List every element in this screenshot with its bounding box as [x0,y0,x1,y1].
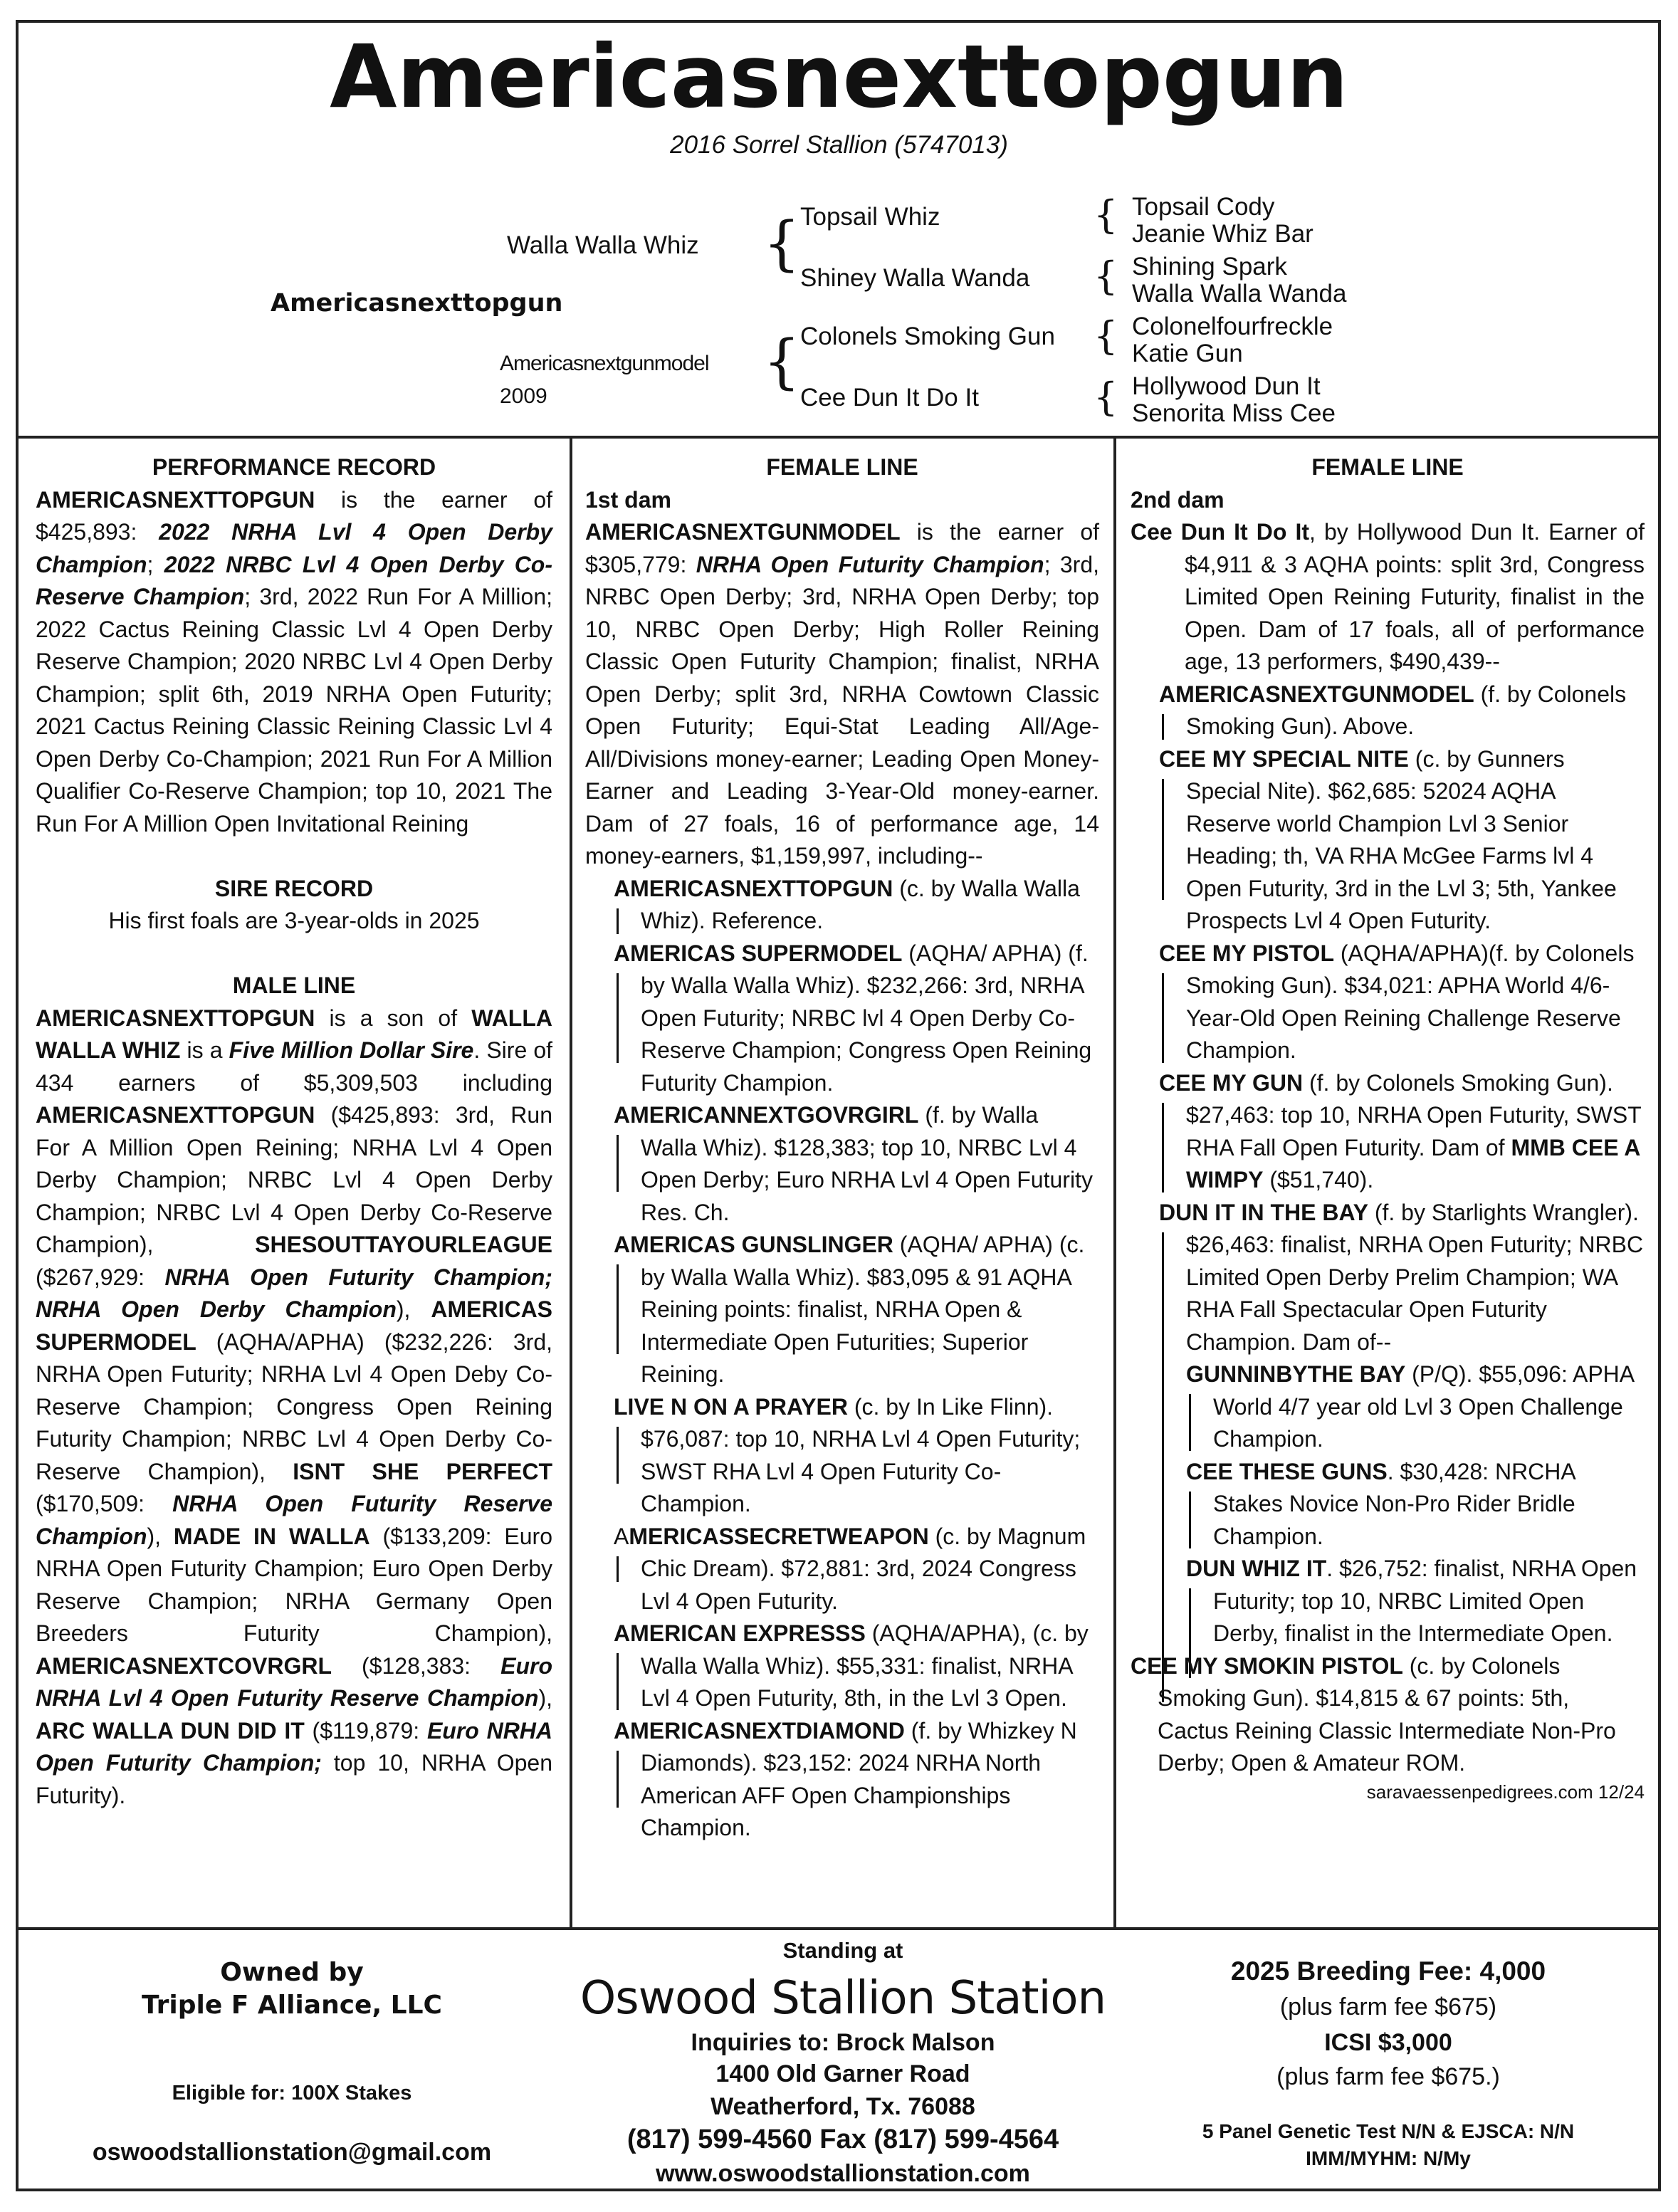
horse-name: CEE THESE GUNS [1186,1458,1388,1484]
farm-fee: (plus farm fee $675) [1279,1993,1497,2020]
pedigree-sire-sire: Topsail Whiz [800,203,940,231]
text: . $26,752: finalist, NRHA Open Futurity; top 10, NRBC Limited Open Derby, finalist in the Intermediate Open. [1213,1556,1637,1646]
text: ), [538,1685,552,1711]
text: (c. by Gunners Special Nite). $62,685: 52024 AQHA Reserve world Champion Lvl 3 Senior Heading; th, VA RHA McGee Farms lvl 4 Open Futurity, 3rd in the Lvl 3; 5th, Yankee Prospects Lvl 4 Open Futurity. [1186,745,1617,933]
text: ; [147,551,164,577]
text: is a [180,1037,229,1063]
horse-name: GUNNINBYTHE BAY [1186,1361,1406,1387]
horse-name: DUN WHIZ IT [1186,1556,1327,1581]
website-link[interactable]: www.oswoodstallionstation.com [656,2160,1030,2187]
text: , by Hollywood Dun It. Earner of $4,911 & 3 AQHA points: split 3rd, Congress Limited Open Reining Futurity, finalist in the Open. Dam of 17 foals, all of performance age, 13 performers, $490,439-- [1185,519,1645,674]
offspring-entry [1131,743,1645,938]
header-divider [16,436,1661,439]
dam-record [1131,516,1645,678]
offspring-entry [1131,938,1645,1067]
text: ($133,209: Euro NRHA Open Futurity Champion; Euro Open Derby Reserve Champion; NRHA Germany Open Breeders Futurity Champion), [36,1523,553,1646]
text: . Sire of 434 earners of $5,309,503 including [36,1037,553,1096]
eligible-text: Eligible for: 100X Stakes [172,2082,412,2104]
pedigree-g3b: Katie Gun [1132,340,1243,367]
title-win: NRHA Open Futurity Champion [696,551,1044,577]
sire-record-heading: SIRE RECORD [214,875,374,901]
pedigree-brace: { [1094,253,1118,298]
horse-name: SHESOUTTAYOURLEAGUE [255,1232,552,1257]
horse-name: MADE IN WALLA [173,1523,370,1549]
text: ($51,740). [1263,1167,1374,1193]
performance-record [36,484,552,841]
column-divider-1 [570,436,572,1929]
pedigree-dam-sire: Colonels Smoking Gun [800,323,1055,350]
horse-name: AMERICAS SUPERMODEL [36,1296,553,1355]
genetic-test-2: IMM/MYHM: N/My [1306,2147,1471,2169]
owner-email[interactable]: oswoodstallionstation@gmail.com [92,2139,492,2166]
pedigree-g3a: Colonelfourfreckle [1132,313,1333,340]
offspring-entry [1131,1197,1645,1359]
horse-name: CEE MY SPECIAL NITE [1159,745,1409,772]
column-performance [36,451,552,1929]
dam-record [585,516,1099,873]
horse-name: DUN IT IN THE BAY [1159,1199,1368,1225]
text: (AQHA/APHA), (c. by Walla Walla Whiz). $55,331: finalist, NRHA Lvl 4 Open Futurity, 8th, in the Lvl 3 Open. [641,1620,1089,1711]
text: ($170,509: [36,1491,173,1516]
horse-name: AMERICASNEXTCOVRGRL [36,1652,332,1679]
column-divider-2 [1113,436,1116,1929]
text: (c. by Walla Walla Whiz). Reference. [641,875,1080,933]
text: (f. by Walla Walla Whiz). $128,383; top 10, NRBC Lvl 4 Open Derby; Euro NRHA Lvl 4 Open Futurity Res. Ch. [641,1102,1093,1225]
dam-label: 2nd dam [1131,486,1225,513]
grand-offspring-entry [1131,1553,1645,1650]
station-name: Oswood Stallion Station [580,1972,1106,2025]
offspring-entry [1131,1067,1645,1197]
genetic-test: 5 Panel Genetic Test N/N & EJSCA: N/N [1202,2120,1575,2142]
text: ($119,879: [304,1717,427,1744]
horse-name: AMERICASNEXTTOPGUN [36,1102,315,1128]
offspring-entry [585,1715,1099,1845]
title-win: Five Million Dollar Sire [229,1037,474,1063]
text: ), [147,1523,174,1549]
text: (AQHA/APHA) ($232,226: 3rd, NRHA Open Futurity; NRHA Lvl 4 Open Deby Co-Reserve Champion; Congress Open Reining Futurity Champion; NRBC Lvl 4 Open Derby Co-Reserve Champion), [36,1328,552,1484]
title-win: NRHA Open Futurity Reserve Champion [36,1491,552,1549]
pedigree-g1b: Jeanie Whiz Bar [1132,220,1313,248]
offspring-entry [585,873,1099,938]
text: top 10, NRHA Open Futurity). [36,1750,553,1808]
male-line-heading: MALE LINE [232,973,356,998]
title-win: Euro NRHA Lvl 4 Open Futurity Reserve Champion [36,1652,552,1711]
text: is the earner of $305,779: [585,519,1099,577]
pedigree-brace: { [1094,192,1118,237]
text: (c. by Colonels Smoking Gun). $14,815 & 67 points: 5th, Cactus Reining Classic Intermediate Non-Pro Derby; Open & Amateur ROM. [1158,1652,1616,1776]
pedigree-dam-dam: Cee Dun It Do It [800,384,979,412]
horse-name: AMERICASNEXTTOPGUN [614,875,893,901]
icsi-farm-fee: (plus farm fee $675.) [1276,2063,1500,2090]
text: (P/Q). $55,096: APHA World 4/7 year old Lvl 3 Open Challenge Champion. [1213,1361,1634,1452]
text: ($128,383: [332,1652,501,1679]
horse-name: CEE MY SMOKIN PISTOL [1131,1652,1403,1679]
horse-name: AMERICANNEXTGOVRGIRL [614,1102,919,1128]
column-second-dam [1131,451,1645,1929]
text: (f. by Whizkey N Diamonds). $23,152: 2024 NRHA North American AFF Open Championships Champion. [641,1717,1077,1840]
column-first-dam [585,451,1099,1929]
dam-label: 1st dam [585,486,671,513]
pedigree-dam: Americasnextgunmodel [500,352,709,375]
pedigree-g2a: Shining Spark [1132,253,1287,281]
grand-offspring-entry [1131,1358,1645,1456]
horse-name: AMERICASNEXTTOPGUN [36,1005,315,1031]
text: ($425,893: 3rd, Run For A Million Open Reining; NRHA Lvl 4 Open Derby Champion; NRBC Lvl 4 Open Derby Champion; NRBC Lvl 4 Open Derby Co-Reserve Champion), [36,1102,552,1257]
credit-line: saravaessenpedigrees.com 12/24 [1366,1781,1645,1803]
text: (f. by Colonels Smoking Gun). Above. [1186,681,1627,739]
pedigree-sire-dam: Shiney Walla Wanda [800,264,1030,292]
text: (f. by Colonels Smoking Gun). $27,463: top 10, NRHA Open Futurity, SWST RHA Fall Open Futurity. Dam of [1186,1069,1642,1160]
grand-offspring-entry [1131,1456,1645,1553]
pedigree-brace: { [1094,374,1118,419]
text: ), [396,1296,431,1322]
horse-name: AMERICAN EXPRESSS [614,1620,866,1646]
offspring-entry [585,938,1099,1100]
offspring-entry [585,1618,1099,1715]
horse-name: AMERICASNEXTTOPGUN [36,486,315,513]
title-win: 2022 NRBC Lvl 4 Open Derby Co-Reserve Champion [36,551,553,609]
horse-name: AMERICASNEXTDIAMOND [614,1717,905,1744]
performance-heading: PERFORMANCE RECORD [152,454,436,480]
horse-name: ARC WALLA DUN DID IT [36,1717,305,1744]
horse-name: AMERICASNEXTGUNMODEL [585,519,901,545]
phone-fax: (817) 599-4560 Fax (817) 599-4564 [626,2124,1059,2154]
horse-name: CEE MY PISTOL [1159,940,1334,966]
page-subtitle: 2016 Sorrel Stallion (5747013) [670,131,1008,159]
title-win: 2022 NRHA Lvl 4 Open Derby Champion [36,519,552,577]
inquiries-text: Inquiries to: Brock Malson [691,2029,995,2056]
horse-name: AMERICASNEXTGUNMODEL [1159,681,1474,707]
pedigree-g2b: Walla Walla Wanda [1132,280,1347,308]
offspring-entry [585,1229,1099,1391]
text: is the earner of $425,893: [36,486,552,545]
offspring-entry [1131,1650,1645,1780]
owner-name: Triple F Alliance, LLC [142,1991,442,2020]
text: A [614,1523,629,1549]
text: (f. by Starlights Wrangler). $26,463: finalist, NRHA Open Futurity; NRBC Limited Open Derby Prelim Champion; WA RHA Fall Spectacular Open Futurity Champion. Dam of-- [1186,1199,1644,1355]
page-title: Americasnexttopgun [330,26,1348,127]
text: is a son of [315,1005,472,1031]
offspring-entry [585,1099,1099,1229]
horse-name: Cee Dun It Do It [1131,519,1310,545]
text: (AQHA/ APHA) (c. by Walla Walla Whiz). $83,095 & 91 AQHA Reining points: finalist, NRHA Open & Intermediate Open Futurities; Superior Reining. [641,1232,1085,1387]
horse-name: AMERICAS GUNSLINGER [614,1232,893,1257]
standing-at-label: Standing at [782,1938,903,1963]
text: (c. by Magnum Chic Dream). $72,881: 3rd, 2024 Congress Lvl 4 Open Futurity. [641,1523,1086,1614]
pedigree-dam-year: 2009 [500,384,547,408]
pedigree-brace: { [1094,313,1118,358]
text: (c. by In Like Flinn). $76,087: top 10, NRHA Lvl 4 Open Futurity; SWST RHA Lvl 4 Open Futurity Co-Champion. [641,1393,1081,1516]
male-line-text [36,1002,552,1813]
horse-name: CEE MY GUN [1159,1069,1304,1096]
address-line-2: Weatherford, Tx. 76088 [710,2093,975,2120]
pedigree-brace: { [763,328,801,396]
horse-name: ISNT SHE PERFECT [293,1458,552,1484]
owned-by-label: Owned by [220,1958,364,1987]
address-line-1: 1400 Old Garner Road [715,2060,970,2087]
pedigree-g1a: Topsail Cody [1132,193,1275,221]
pedigree-brace: { [763,210,801,278]
pedigree-horse: Americasnexttopgun [271,289,563,318]
text: ; 3rd, 2022 Run For A Million; 2022 Cactus Reining Classic Lvl 4 Open Derby Reserve Champion; 2020 NRBC Lvl 4 Open Derby Champion; split 6th, 2019 NRHA Open Futurity; 2021 Cactus Reining Classic Reining Classic Lvl 4 Open Derby Co-Champion; 2021 Run For A Million Qualifier Co-Reserve Champion; top 10, 2021 The Run For A Million Open Invitational Reining [36,584,553,837]
text: (AQHA/ APHA) (f. by Walla Walla Whiz). $232,266: 3rd, NRHA Open Futurity; NRBC lvl 4 Open Derby Co-Reserve Champion; Congress Open Reining Futurity Champion. [641,940,1092,1096]
sire-record-text: His first foals are 3-year-olds in 2025 [108,908,480,933]
breeding-fee: 2025 Breeding Fee: 4,000 [1230,1956,1546,1986]
offspring-entry [585,1391,1099,1521]
title-win: Euro NRHA Open Futurity Champion; [36,1717,553,1776]
pedigree-g4b: Senorita Miss Cee [1132,399,1336,427]
horse-name: MMB CEE A WIMPY [1186,1134,1640,1193]
text: ; 3rd, NRBC Open Derby; 3rd, NRHA Open Derby; top 10, NRBC Open Derby; High Roller Reining Classic Open Futurity Champion; finalist, NRHA Open Derby; split 3rd, NRHA Cowtown Classic Open Futurity; Equi-Stat Leading All/Age-All/Divisions money-earner; Leading Open Money-Earner and Leading 3-Year-Old money-earner. Dam of 27 foals, 16 of performance age, 14 money-earners, $1,159,997, including-- [585,551,1100,869]
pedigree-g4a: Hollywood Dun It [1132,372,1321,400]
text: (AQHA/APHA)(f. by Colonels Smoking Gun). $34,021: APHA World 4/6-Year-Old Open Reining Challenge Reserve Champion. [1186,940,1635,1063]
text: . $30,428: NRCHA Stakes Novice Non-Pro Rider Bridle Champion. [1213,1458,1575,1549]
horse-name: MERICASSECRETWEAPON [629,1523,929,1549]
horse-name: AMERICAS SUPERMODEL [614,940,903,966]
horse-name: LIVE N ON A PRAYER [614,1393,848,1420]
horse-name: WALLA WALLA WHIZ [36,1005,552,1063]
title-win: NRHA Open Futurity Champion; NRHA Open Derby Champion [36,1264,553,1322]
pedigree-sire: Walla Walla Whiz [507,231,699,259]
text: ($267,929: [36,1264,165,1290]
offspring-entry [1131,678,1645,743]
icsi-fee: ICSI $3,000 [1324,2029,1452,2056]
offspring-entry [585,1521,1099,1618]
female-line-heading: FEMALE LINE [766,454,918,480]
female-line-heading: FEMALE LINE [1311,454,1464,480]
